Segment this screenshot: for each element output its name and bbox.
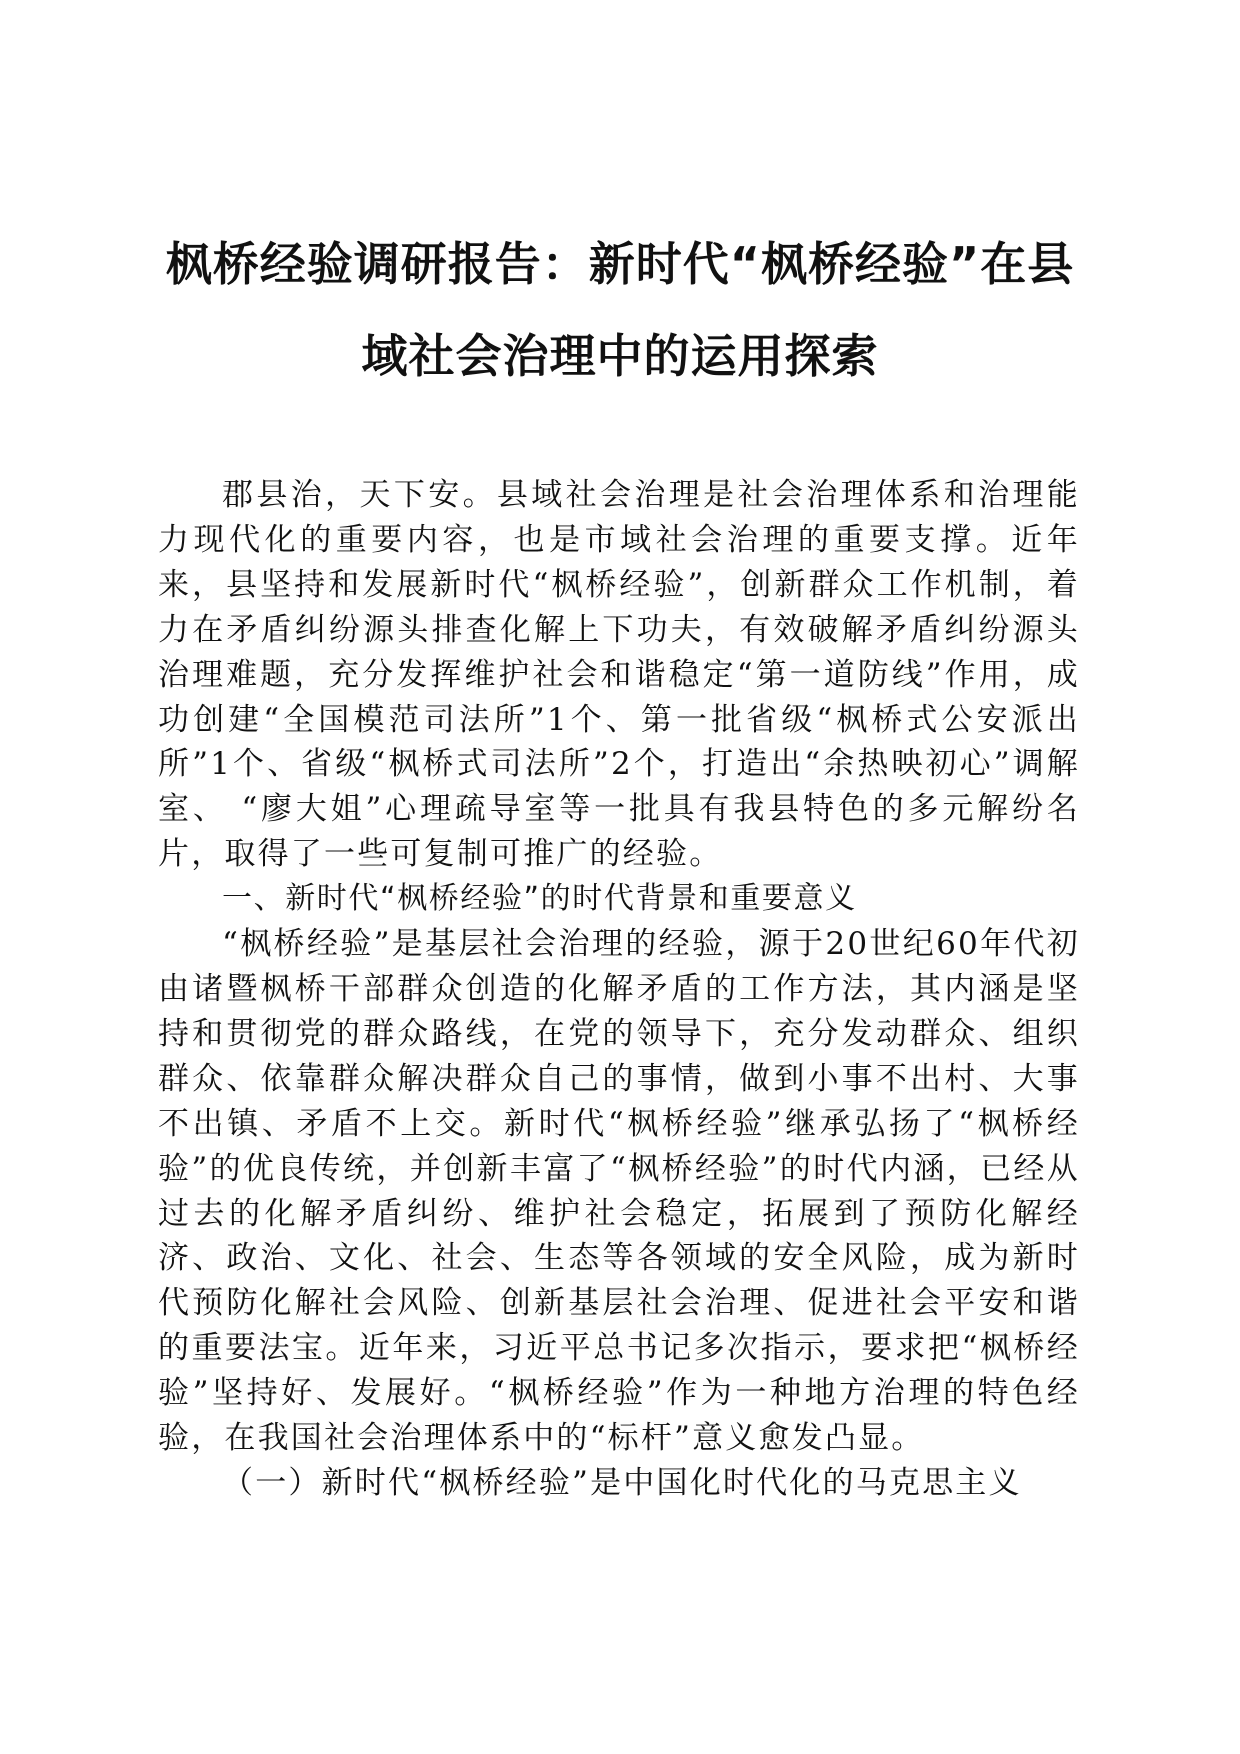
document-body [158,473,1080,1506]
section-heading: 一、新时代“枫桥经验”的时代背景和重要意义 [222,881,857,917]
document-title: 枫桥经验调研报告：新时代“枫桥经验”在县域社会治理中的运用探索 [165,237,1075,383]
subsection-heading: （一）新时代“枫桥经验”是中国化时代化的马克思主义 [222,1464,1022,1501]
section-paragraph: “枫桥经验”是基层社会治理的经验，源于20世纪60年代初由诸暨枫桥干部群众创造的化解矛盾的工作方法，其内涵是坚持和贯彻党的群众路线，在党的领导下，充分发动群众、组织群众、依靠群众解决群众自己的事情，做到小事不出村、大事不出镇、矛盾不上交。新时代“枫桥经验”继承弘扬了“枫桥经验”的优良传统，并创新丰富了“枫桥经验”的时代内涵，已经从过去的化解矛盾纠纷、维护社会稳定，拓展到了预防化解经济、政治、文化、社会、生态等各领域的安全风险，成为新时代预防化解社会风险、创新基层社会治理、促进社会平安和谐的重要法宝。近年来，习近平总书记多次指示，要求把“枫桥经验”坚持好、发展好。“枫桥经验”作为一种地方治理的特色经验，在我国社会治理体系中的“标杆”意义愈发凸显。 [158,926,1080,1457]
intro-paragraph: 郡县治，天下安。县域社会治理是社会治理体系和治理能力现代化的重要内容，也是市域社会治理的重要支撑。近年来，县坚持和发展新时代“枫桥经验”，创新群众工作机制，着力在矛盾纠纷源头排查化解上下功夫，有效破解矛盾纠纷源头治理难题，充分发挥维护社会和谐稳定“第一道防线”作用，成功创建“全国模范司法所”1个、第一批省级“枫桥式公安派出所”1个、省级“枫桥式司法所”2个，打造出“余热映初心”调解室、 “廖大姐”心理疏导室等一批具有我县特色的多元解纷名片，取得了一些可复制可推广的经验。 [158,477,1080,873]
